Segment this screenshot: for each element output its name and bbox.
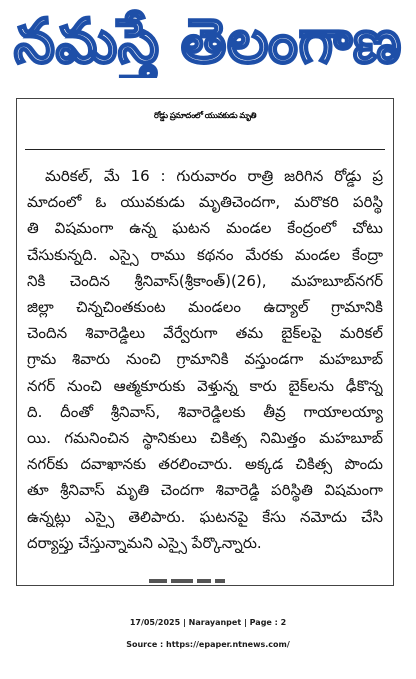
article-body xyxy=(27,163,383,556)
article-line: ఉన్నట్లు ఎస్సై తెలిపారు. ఘటనపై కేసు నమోదు చేసి xyxy=(27,507,383,526)
article-line: మాదంలో ఓ యువకుడు మృతిచెందగా, మరొకరి పరిస్థి xyxy=(27,193,383,212)
article-line: మరికల్, మే 16 : గురువారం రాత్రి జరిగిన రోడ్డు ప్ర xyxy=(45,167,383,185)
article-line: తి విషమంగా ఉన్న ఘటన మండల కేంద్రంలో చోటు xyxy=(27,219,383,238)
article-line: నగర్‌కు దవాఖానకు తరలించారు. అక్కడ చికిత్స పొందు xyxy=(27,455,383,474)
article-headline: రోడ్డు ప్రమాదంలో యువకుడు మృతి xyxy=(153,111,257,120)
article-line: జిల్లా చిన్నచింతకుంట మండలం ఉద్యాల్ గ్రామానికి xyxy=(27,298,383,317)
article-line: ది. దీంతో శ్రీనివాస్, శివారెడ్డిలకు తీవ్ర గాయాలయ్యా xyxy=(27,402,383,421)
masthead-logo-text: నమస్తే తెలంగాణ xyxy=(14,5,402,77)
article-line: గ్రామ శివారు నుంచి గ్రామానికి వస్తుండగా మహబూబ్ xyxy=(27,350,383,369)
article-line: చెందిన శివారెడ్డిలు వేర్వేరుగా తమ బైక్‌లపై మరికల్ xyxy=(27,324,383,343)
article-line: యి. గమనించిన స్థానికులు చికిత్స నిమిత్తం మహబూబ్ xyxy=(27,429,383,448)
source-link[interactable]: Source : https://epaper.ntnews.com/ xyxy=(126,640,290,649)
article-line: దర్యాప్తు చేస్తున్నామని ఎస్సై పేర్కొన్నారు. xyxy=(27,533,262,552)
headline-divider xyxy=(25,149,385,150)
article-clipping xyxy=(16,98,394,586)
cut-text-remnant xyxy=(149,579,239,585)
edition-info: 17/05/2025 | Narayanpet | Page : 2 xyxy=(129,618,287,627)
newspaper-masthead xyxy=(8,4,408,78)
article-line: నికి చెందిన శ్రీనివాస్(శ్రీకాంత్)(26), మహబూబ్‌నగర్ xyxy=(27,271,383,290)
article-line: తూ శ్రీనివాస్ మృతి చెందగా శివారెడ్డి పరిస్థితి విషమంగా xyxy=(27,481,383,500)
article-line: చేసుకున్నది. ఎస్సై రాము కథనం మేరకు మండల కేంద్రా xyxy=(27,245,383,264)
article-line: నగర్ నుంచి ఆత్మకూరుకు వెళ్తున్న కారు బైక్‌లను ఢీకొన్న xyxy=(27,376,383,395)
